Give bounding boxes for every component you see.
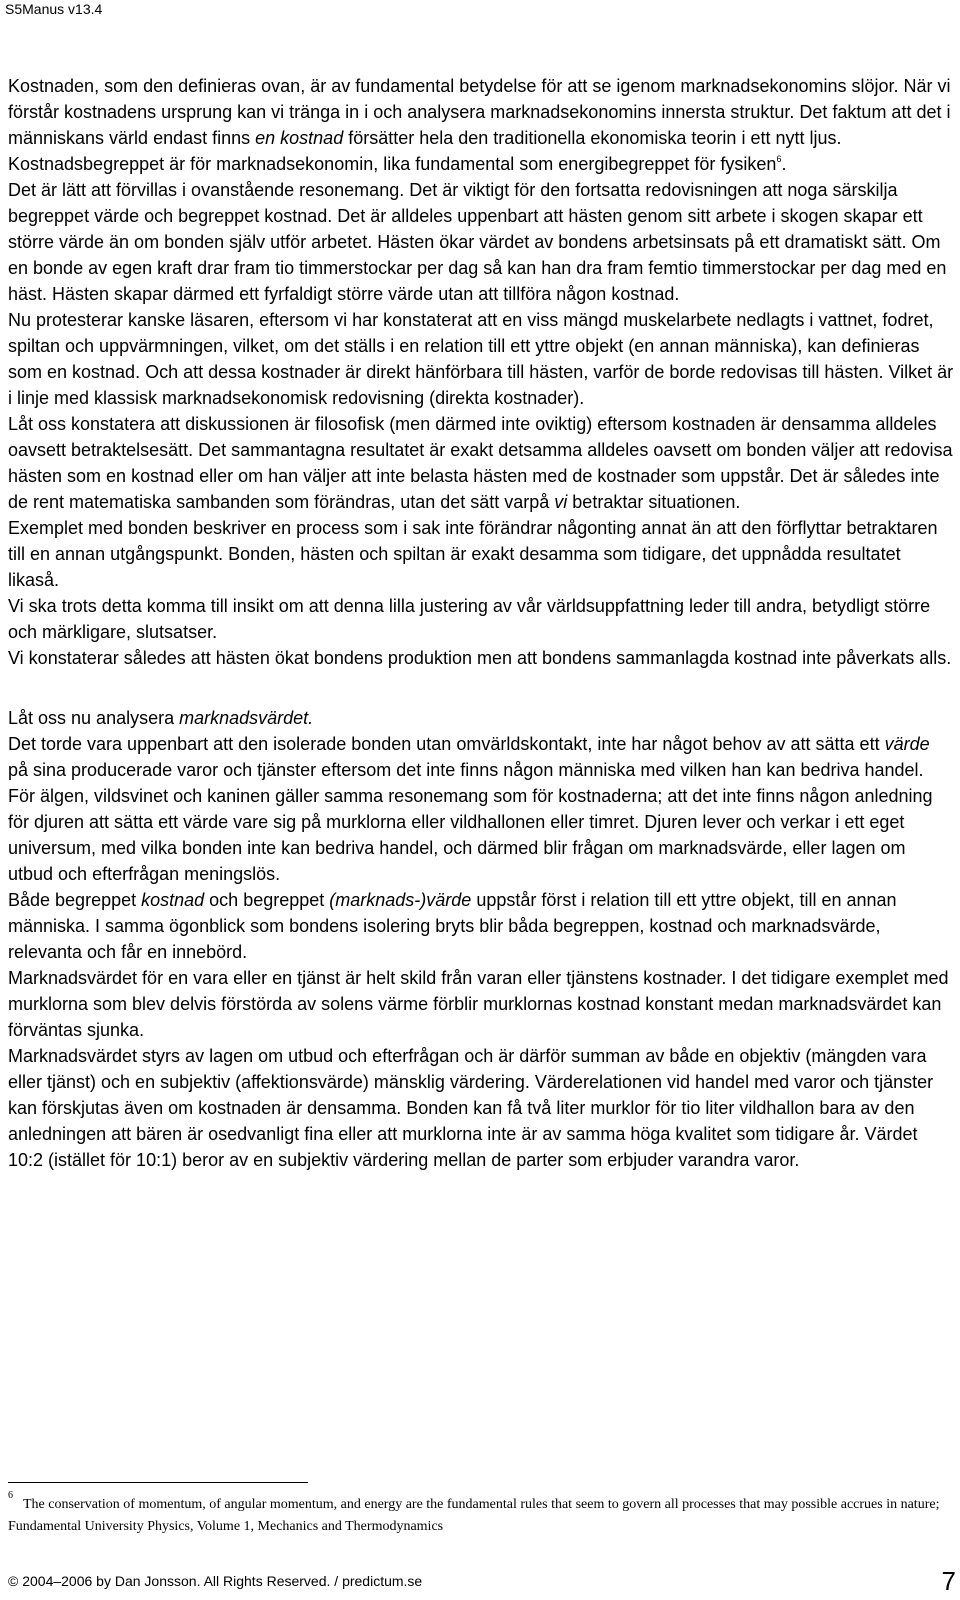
footnote-marker: 6 <box>8 1490 13 1501</box>
page-number: 7 <box>941 1566 956 1596</box>
body-paragraph <box>8 73 954 177</box>
text-run: Både begreppet <box>8 890 142 910</box>
text-run: och begreppet <box>204 890 330 910</box>
body-paragraph <box>8 705 954 731</box>
text-run: försätter hela den traditionella ekonomiska teorin i ett nytt ljus. Kostnadsbegreppet är för marknadsekonomin, lika fundamental som energibegreppet för fysiken <box>8 128 842 174</box>
paragraph-spacer <box>8 671 954 705</box>
document-version-header: S5Manus v13.4 <box>5 1 103 17</box>
text-run: Det torde vara uppenbart att den isolerade bonden utan omvärldskontakt, inte har något behov av att sätta ett <box>8 734 885 754</box>
text-run: Marknadsvärdet för en vara eller en tjänst är helt skild från varan eller tjänstens kostnader. I det tidigare exemplet med murklorna som blev delvis förstörda av solens värme förblir murklornas kostnad konstant medan marknadsvärdet kan förväntas sjunka. <box>8 968 949 1040</box>
body-paragraph <box>8 593 954 645</box>
italic-emphasis: marknadsvärdet. <box>179 708 314 728</box>
body-paragraph <box>8 515 954 593</box>
text-run: Det är lätt att förvillas i ovanstående resonemang. Det är viktigt för den fortsatta redovisningen att noga särskilja begreppet värde och begreppet kostnad. Det är alldeles uppenbart att hästen genom sitt arbete i skogen skapar ett större värde än om bonden själv utför arbetet. Hästen ökar värdet av bondens arbetsinsats på ett dramatiskt sätt. Om en bonde av egen kraft drar fram tio timmerstockar per dag så kan han dra fram femtio timmerstockar per dag med en häst. Hästen skapar därmed ett fyrfaldigt större värde utan att tillföra någon kostnad. <box>8 180 947 304</box>
body-paragraph <box>8 731 954 887</box>
text-run: på sina producerade varor och tjänster eftersom det inte finns någon människa med vilken han kan bedriva handel. För älgen, vildsvinet och kaninen gäller samma resonemang som för kostnaderna; att det inte finns någon anledning för djuren att sätta ett värde vare sig på murklorna eller vildhallonen eller timret. Djuren lever och verkar i ett eget universum, med vilka bonden inte kan bedriva handel, och därmed blir frågan om marknadsvärde, eller lagen om utbud och efterfrågan meningslös. <box>8 760 933 884</box>
body-paragraph <box>8 645 954 671</box>
body-paragraph <box>8 307 954 411</box>
footnote-text: The conservation of momentum, of angular momentum, and energy are the fundamental rules that seem to govern all processes that may possible accrues in nature; Fundamental University Physics, Volume 1, Mechanics and Thermodynamics <box>8 1497 940 1534</box>
text-run: uppstår först i relation till ett yttre objekt, till en annan människa. I samma ögonblick som bondens isolering bryts blir båda begreppen, kostnad och marknadsvärde, relevanta och får en innebörd. <box>8 890 897 962</box>
text-run: Vi ska trots detta komma till insikt om att denna lilla justering av vår världsuppfattning leder till andra, betydligt större och märkligare, slutsatser. <box>8 596 931 642</box>
text-run: Vi konstaterar således att hästen ökat bondens produktion men att bondens sammanlagda kostnad inte påverkats alls. <box>8 648 952 668</box>
text-run: . <box>781 154 787 174</box>
copyright-footer: © 2004–2006 by Dan Jonsson. All Rights Reserved. / predictum.se <box>8 1573 423 1589</box>
body-paragraph <box>8 411 954 515</box>
text-run: Exemplet med bonden beskriver en process som i sak inte förändrar någonting annat än att den förflyttar betraktaren till en annan utgångspunkt. Bonden, hästen och spiltan är exakt desamma som tidigare, det uppnådda resultatet likaså. <box>8 518 938 590</box>
text-run: Låt oss konstatera att diskussionen är filosofisk (men därmed inte oviktig) eftersom kostnaden är densamma alldeles oavsett betraktelsesätt. Det sammantagna resultatet är exakt detsamma alldeles oavsett om bonden väljer att redovisa hästen som en kostnad eller om han väljer att inte belasta hästen med de kostnader som uppstår. Det är således inte de rent matematiska sambanden som förändras, utan det sätt varpå <box>8 414 953 512</box>
text-run: Låt oss nu analysera <box>8 708 180 728</box>
footnote-reference: 6 <box>776 154 782 164</box>
footnote <box>8 1490 954 1538</box>
italic-emphasis: vi <box>554 492 568 512</box>
italic-emphasis: en kostnad <box>255 128 344 148</box>
text-run: Nu protesterar kanske läsaren, eftersom vi har konstaterat att en viss mängd muskelarbete nedlagts i vattnet, fodret, spiltan och uppvärmningen, vilket, om det ställs i en relation till ett yttre objekt (en annan människa), kan definieras som en kostnad. Och att dessa kostnader är direkt hänförbara till hästen, varför de borde redovisas till hästen. Vilket är i linje med klassisk marknadsekonomisk redovisning (direkta kostnader). <box>8 310 954 408</box>
italic-emphasis: kostnad <box>141 890 205 910</box>
text-run: Kostnaden, som den definieras ovan, är av fundamental betydelse för att se igenom marknadsekonomins slöjor. När vi förstår kostnadens ursprung kan vi tränga in i och analysera marknadsekonomins innersta struktur. Det faktum att det i människans värld endast finns <box>8 76 951 148</box>
italic-emphasis: värde <box>884 734 930 754</box>
text-run: Marknadsvärdet styrs av lagen om utbud och efterfrågan och är därför summan av både en objektiv (mängden vara eller tjänst) och en subjektiv (affektionsvärde) mänsklig värdering. Värderelationen vid handel med varor och tjänster kan förskjutas även om kostnaden är densamma. Bonden kan få två liter murklor för tio liter vildhallon bara av den anledningen att bären är osedvanligt fina eller att murklorna inte är av samma höga kvalitet som tidigare år. Värdet 10:2 (istället för 10:1) beror av en subjektiv värdering mellan de parter som erbjuder varandra varor. <box>8 1046 934 1170</box>
document-body <box>8 73 954 1173</box>
body-paragraph <box>8 177 954 307</box>
body-paragraph <box>8 1043 954 1173</box>
text-run: betraktar situationen. <box>567 492 741 512</box>
footnote-divider <box>8 1482 308 1483</box>
body-paragraph <box>8 965 954 1043</box>
italic-emphasis: (marknads-)värde <box>329 890 472 910</box>
body-paragraph <box>8 887 954 965</box>
